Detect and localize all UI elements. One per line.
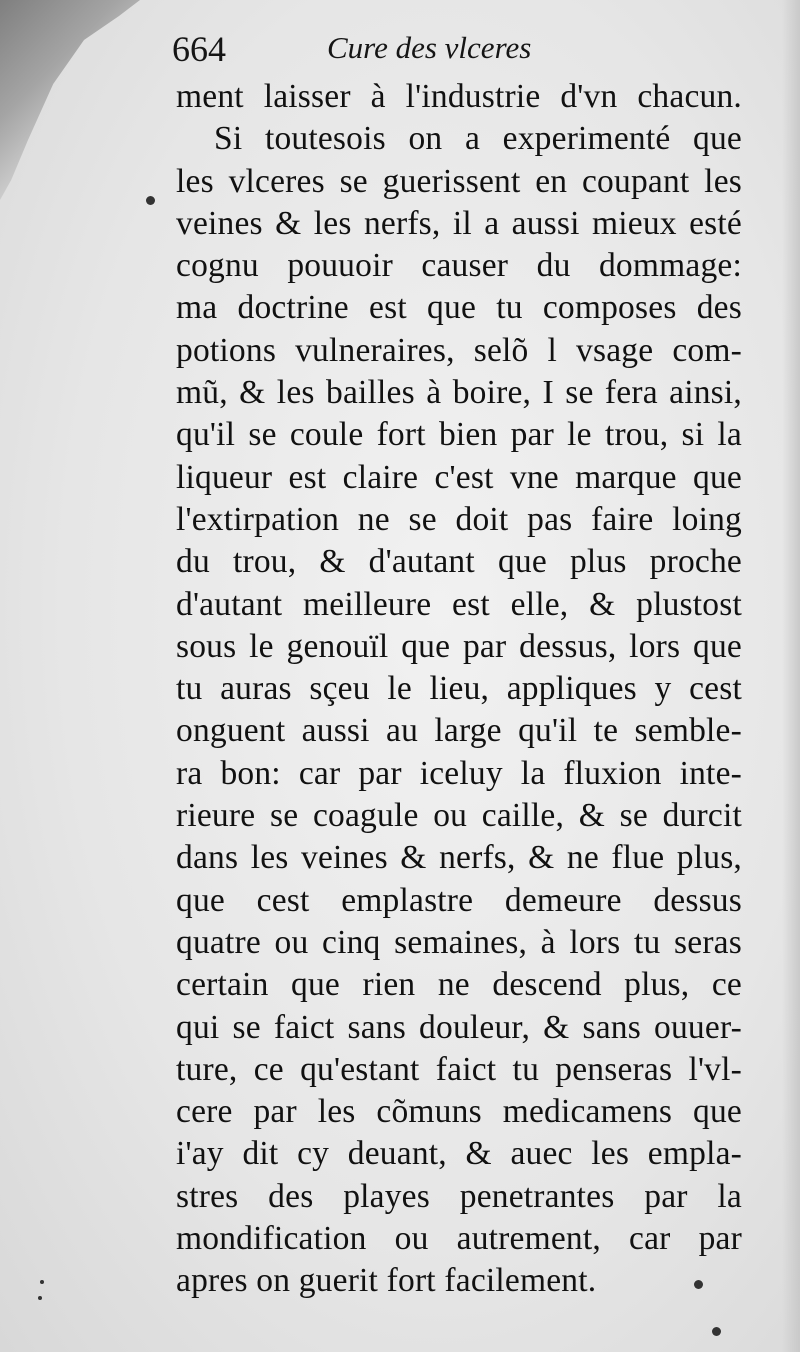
page-edge-shadow [782, 0, 800, 1352]
ink-spot [146, 196, 155, 205]
running-head [172, 28, 732, 78]
text-line: ma doctrine est que tu composes des [176, 289, 742, 327]
text-line: liqueur est claire c'est vne marque que [176, 458, 742, 496]
text-line: certain que rien ne descend plus, ce [176, 966, 742, 1004]
text-line: Si toutesois on a experimenté que [214, 120, 742, 158]
text-line: veines & les nerfs, il a aussi mieux esté [176, 204, 742, 242]
ink-spot [712, 1327, 721, 1336]
text-line: cognu pouuoir causer du dommage: [176, 247, 742, 285]
text-line: du trou, & d'autant que plus proche [176, 543, 742, 581]
ink-spot [40, 1280, 44, 1284]
text-line: i'ay dit cy deuant, & auec les empla- [176, 1135, 742, 1173]
text-line: que cest emplastre demeure dessus [176, 881, 742, 919]
text-line: ture, ce qu'estant faict tu penseras l'vl- [176, 1050, 742, 1088]
torn-page-corner [0, 0, 140, 200]
text-line: d'autant meilleure est elle, & plustost [176, 585, 742, 623]
text-line: tu auras sçeu le lieu, appliques y cest [176, 670, 742, 708]
text-line: ra bon: car par iceluy la fluxion inte- [176, 754, 742, 792]
text-line: mũ, & les bailles à boire, I se fera ainsi, [176, 374, 742, 412]
ink-spot [38, 1296, 42, 1300]
text-line: apres on guerit fort facilement. [176, 1262, 597, 1300]
text-line: sous le genouïl que par dessus, lors que [176, 627, 742, 665]
text-line: mondification ou autrement, car par [176, 1220, 742, 1258]
ink-spot [694, 1280, 703, 1289]
text-line: stres des playes penetrantes par la [176, 1177, 742, 1215]
text-line: qui se faict sans douleur, & sans ouuer- [176, 1008, 742, 1046]
body-text [176, 76, 742, 1303]
text-line: l'extirpation ne se doit pas faire loing [176, 500, 742, 538]
page-number: 664 [172, 29, 226, 69]
text-line: cere par les cõmuns medicamens que [176, 1093, 742, 1131]
text-line: rieure se coagule ou caille, & se durcit [176, 797, 742, 835]
text-line: dans les veines & nerfs, & ne flue plus, [176, 839, 742, 877]
text-line: les vlceres se guerissent en coupant les [176, 162, 742, 200]
text-line: potions vulneraires, selõ l vsage com- [176, 331, 742, 369]
text-line: ment laisser à l'industrie d'vn chacun. [176, 78, 742, 115]
text-line: qu'il se coule fort bien par le trou, si la [176, 416, 742, 454]
text-line: onguent aussi au large qu'il te semble- [176, 712, 742, 750]
running-title: Cure des vlceres [327, 30, 532, 65]
text-line: quatre ou cinq semaines, à lors tu seras [176, 923, 742, 961]
